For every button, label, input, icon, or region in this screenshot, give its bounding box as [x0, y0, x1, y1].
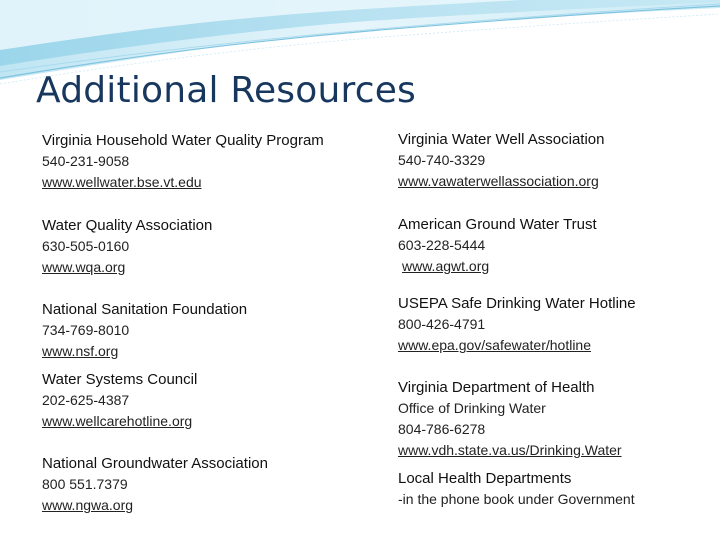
- resource-link[interactable]: www.vdh.state.va.us/Drinking.Water: [398, 442, 622, 458]
- resource-nsf: [42, 299, 362, 362]
- resource-local-health: [398, 468, 718, 510]
- resource-office: Office of Drinking Water: [398, 400, 546, 416]
- resource-name: National Groundwater Association: [42, 455, 268, 472]
- resource-name: Local Health Departments: [398, 470, 572, 487]
- resource-phone: 734-769-8010: [42, 322, 130, 338]
- resource-usepa: [398, 293, 718, 356]
- resource-link[interactable]: www.agwt.org: [402, 258, 490, 274]
- resource-link[interactable]: www.nsf.org: [42, 343, 119, 359]
- resource-phone: 540-231-9058: [42, 153, 130, 169]
- resource-link[interactable]: www.wellcarehotline.org: [42, 413, 193, 429]
- resource-name: Virginia Water Well Association: [398, 131, 605, 148]
- resource-name: Water Systems Council: [42, 371, 198, 388]
- resource-phone: 800-426-4791: [398, 316, 486, 332]
- resource-wqa: [42, 215, 362, 278]
- resource-wsc: [42, 369, 362, 432]
- resource-vwwa: [398, 129, 718, 192]
- resource-agwt: [398, 214, 718, 277]
- resource-name: Virginia Household Water Quality Program: [42, 132, 324, 149]
- resource-phone: 540-740-3329: [398, 152, 486, 168]
- resource-note: -in the phone book under Government: [398, 491, 635, 507]
- resource-phone: 804-786-6278: [398, 421, 486, 437]
- slide-title: Additional Resources: [36, 70, 417, 111]
- resource-link[interactable]: www.ngwa.org: [42, 497, 134, 513]
- resource-phone: 603-228-5444: [398, 237, 486, 253]
- resource-phone: 630-505-0160: [42, 238, 130, 254]
- resource-link[interactable]: www.epa.gov/safewater/hotline: [398, 337, 591, 353]
- resource-link[interactable]: www.vawaterwellassociation.org: [398, 173, 599, 189]
- resource-name: National Sanitation Foundation: [42, 301, 248, 318]
- resource-link[interactable]: www.wellwater.bse.vt.edu: [42, 174, 202, 190]
- resource-phone: 202-625-4387: [42, 392, 130, 408]
- resource-ngwa: [42, 453, 362, 516]
- resource-name: Virginia Department of Health: [398, 379, 595, 396]
- resource-name: American Ground Water Trust: [398, 216, 597, 233]
- resource-phone: 800 551.7379: [42, 476, 128, 492]
- resource-link[interactable]: www.wqa.org: [42, 259, 126, 275]
- resource-name: USEPA Safe Drinking Water Hotline: [398, 295, 636, 312]
- resource-vhwqp: [42, 130, 362, 193]
- resource-vdh: [398, 377, 718, 461]
- resource-name: Water Quality Association: [42, 217, 213, 234]
